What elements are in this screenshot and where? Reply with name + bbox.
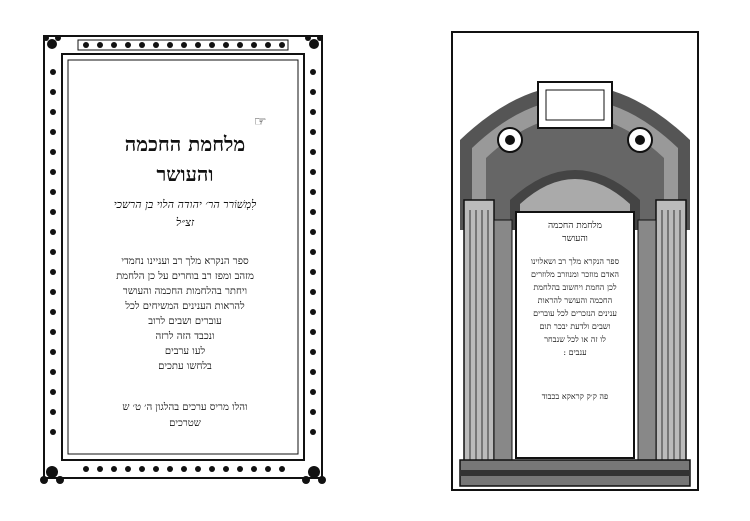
ornament-dot [50, 329, 56, 335]
ornament-dot [50, 409, 56, 415]
ornament-dot [50, 89, 56, 95]
ornament-dot [50, 369, 56, 375]
ornament-dot [310, 189, 316, 195]
ornament-dot [265, 42, 271, 48]
ornament-dot [310, 249, 316, 255]
ornament-dot [209, 466, 215, 472]
body-line: ויחתר בהלחמות החכמה והעושר [122, 286, 248, 297]
ornament-dot [111, 466, 117, 472]
ornament-dot [237, 466, 243, 472]
footer-line-2: שטרכים [169, 418, 201, 429]
top-ornament-row [83, 42, 285, 48]
ornament-dot [310, 129, 316, 135]
author-line-1: לִמְשׁוֹרר הר׳ יהודה הלוי בן הרשכי [113, 198, 257, 211]
body-line: מזהב ומפז רב בוחרים על כן הלחמת [116, 271, 254, 282]
ornament-dot [167, 42, 173, 48]
body-line: להראות הענינים המשיחים לכל [125, 301, 245, 312]
ornament-dot [83, 42, 89, 48]
body-line: ושבים ולדעת יבכר תום [539, 322, 611, 331]
pointing-hand-icon: ☞ [254, 114, 267, 130]
body-line: האדם מוזכר ומנוזרב מלוזרים [531, 270, 619, 279]
body-line: ענינים הנזכרים לכל עוברים [533, 309, 617, 318]
imprint-line: פה ק׳ק קראקא בכבוד [541, 392, 609, 401]
ornament-dot [279, 42, 285, 48]
body-line: לו זה או לכל שנבחר [544, 335, 606, 344]
ornament-dot [310, 369, 316, 375]
ornament-dot [111, 42, 117, 48]
ornament-dot [237, 42, 243, 48]
ornament-dot [223, 466, 229, 472]
ornament-dot [97, 466, 103, 472]
ornament-dot [50, 69, 56, 75]
ornament-dot [310, 289, 316, 295]
ornament-dot [310, 229, 316, 235]
ornament-dot [195, 42, 201, 48]
ornament-dot [251, 42, 257, 48]
ornament-dot [50, 189, 56, 195]
ornament-dot [310, 429, 316, 435]
body-line: ספר הנקרא מלך רב ועניינו נחמדי [121, 256, 249, 267]
ornament-dot [125, 42, 131, 48]
ornament-dot [195, 466, 201, 472]
left-column [464, 200, 494, 470]
ornament-dot [50, 389, 56, 395]
ornament-dot [310, 349, 316, 355]
author-line-2: זצ״ל [175, 216, 195, 229]
bottom-ornament-row [83, 466, 285, 472]
ornament-dot [223, 42, 229, 48]
right-ornament-column [310, 69, 316, 435]
ornament-dot [50, 349, 56, 355]
title-line-2: והעושר [156, 162, 214, 186]
ornament-dot [310, 329, 316, 335]
ornament-dot [181, 466, 187, 472]
body-line: ספר הנקרא מלך רב ושאלוינו [530, 257, 620, 266]
body-line: ענבים : [563, 348, 587, 357]
right-title-page [450, 30, 700, 492]
title-line-2: והעושר [562, 234, 588, 244]
ornament-dot [125, 466, 131, 472]
ornament-dot [310, 309, 316, 315]
footer-line-1: והלו מריס ערכים בהלגון ה׳ ט׳ ש [122, 402, 248, 413]
ornament-dot [310, 69, 316, 75]
title-line-1: מלחמת החכמה [124, 132, 246, 156]
ornament-dot [310, 269, 316, 275]
ornament-dot [50, 309, 56, 315]
ornament-dot [310, 389, 316, 395]
ornament-dot [139, 466, 145, 472]
ornament-dot [50, 229, 56, 235]
body-line: עוברים ושבים לרוב [148, 316, 222, 327]
ornament-dot [310, 209, 316, 215]
left-title-page [38, 22, 328, 492]
left-ornament-column [50, 69, 56, 435]
ornament-dot [50, 149, 56, 155]
ornament-dot [50, 249, 56, 255]
ornament-dot [310, 169, 316, 175]
ornament-dot [50, 109, 56, 115]
ornament-dot [153, 466, 159, 472]
ornament-dot [251, 466, 257, 472]
ornament-dot [50, 269, 56, 275]
ornament-dot [50, 429, 56, 435]
corner-fleuron-top-right [305, 35, 323, 49]
corner-fleuron-top-left [43, 35, 61, 49]
body-line: לעו ערבים [164, 346, 206, 357]
ornament-dot [50, 129, 56, 135]
ornament-dot [310, 109, 316, 115]
body-line: בלחשו עתכים [158, 361, 212, 372]
ornament-dot [209, 42, 215, 48]
ornament-dot [167, 466, 173, 472]
ornament-dot [50, 289, 56, 295]
ornament-dot [310, 409, 316, 415]
ornament-dot [50, 169, 56, 175]
ornament-dot [279, 466, 285, 472]
body-line: החכמה והעושר להראות [537, 296, 613, 305]
ornament-dot [310, 149, 316, 155]
ornament-dot [265, 466, 271, 472]
body-line: לכן החמת ויחשוב בהלחמת [533, 283, 617, 292]
right-column [656, 200, 686, 470]
body-line: ונכבד הזה לרזה [155, 331, 215, 342]
ornament-dot [181, 42, 187, 48]
ornament-dot [153, 42, 159, 48]
ornament-dot [310, 89, 316, 95]
ornament-dot [97, 42, 103, 48]
ornament-dot [83, 466, 89, 472]
ornament-dot [139, 42, 145, 48]
title-line-1: מלחמת החכמה [548, 221, 602, 231]
ornament-dot [50, 209, 56, 215]
